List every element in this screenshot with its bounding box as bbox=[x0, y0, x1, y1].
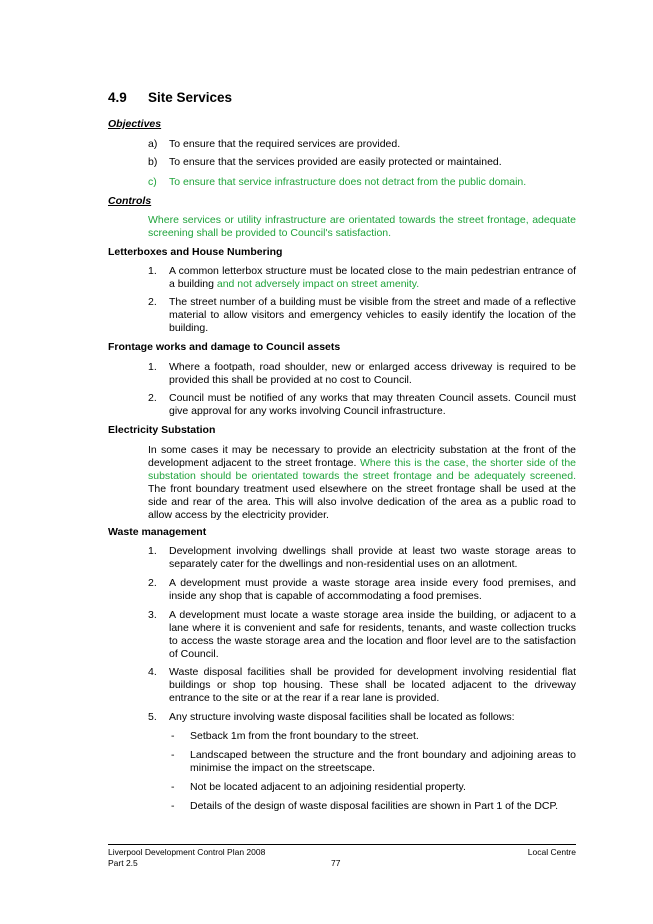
bullet-dash: - bbox=[171, 730, 175, 742]
footer-doc-title: Liverpool Development Control Plan 2008 bbox=[108, 847, 266, 857]
objective-label: b) bbox=[148, 156, 158, 168]
bullet-text: Landscaped between the structure and the front boundary and adjoining areas to minimise the impact on the streetscape. bbox=[190, 749, 576, 774]
footer-section-name: Local Centre bbox=[527, 847, 576, 857]
frontage-label: 1. bbox=[148, 361, 157, 373]
objective-label: a) bbox=[148, 138, 158, 150]
objectives-heading: Objectives bbox=[108, 118, 162, 130]
waste-bullet bbox=[171, 800, 576, 813]
footer-part: Part 2.5 bbox=[108, 858, 138, 868]
frontage-heading: Frontage works and damage to Council assets bbox=[108, 341, 341, 353]
waste-label: 3. bbox=[148, 609, 157, 621]
letterbox-label: 2. bbox=[148, 296, 157, 308]
letterbox-item bbox=[148, 296, 576, 335]
section-heading bbox=[108, 90, 232, 105]
bullet-text: Not be located adjacent to an adjoining residential property. bbox=[190, 781, 466, 793]
bullet-dash: - bbox=[171, 800, 175, 812]
waste-text: Waste disposal facilities shall be provided for development involving residential flat buildings or shop top housing. These shall be located adjacent to the driveway entrance to the site or at the rear if a rear lane is provided. bbox=[169, 666, 576, 704]
waste-item bbox=[148, 609, 576, 661]
letterbox-label: 1. bbox=[148, 265, 157, 277]
frontage-label: 2. bbox=[148, 392, 157, 404]
footer-divider bbox=[108, 844, 576, 845]
controls-heading: Controls bbox=[108, 195, 152, 207]
waste-item bbox=[148, 577, 576, 603]
letterbox-item bbox=[148, 265, 576, 291]
frontage-text: Council must be notified of any works that may threaten Council assets. Council must give approval for any works involving Council infrastructure. bbox=[169, 392, 576, 417]
section-title: Site Services bbox=[148, 90, 233, 105]
objective-text: To ensure that service infrastructure does not detract from the public domain. bbox=[169, 176, 527, 188]
waste-heading: Waste management bbox=[108, 526, 207, 538]
frontage-item bbox=[148, 392, 576, 418]
waste-item bbox=[148, 666, 576, 705]
letterbox-text-highlight: and not adversely impact on street amenity. bbox=[213, 278, 420, 290]
waste-item bbox=[148, 711, 576, 724]
bullet-dash: - bbox=[171, 781, 175, 793]
waste-label: 5. bbox=[148, 711, 157, 723]
waste-bullet bbox=[171, 730, 576, 743]
footer-page-number: 77 bbox=[331, 858, 341, 868]
waste-text: Any structure involving waste disposal facilities shall be located as follows: bbox=[169, 711, 515, 723]
frontage-item bbox=[148, 361, 576, 387]
objective-item bbox=[148, 138, 576, 151]
substation-paragraph bbox=[148, 444, 576, 522]
letterbox-text: The street number of a building must be visible from the street and made of a reflective material to allow visitors and emergency vehicles to easily identify the location of the building. bbox=[169, 296, 576, 334]
letterboxes-heading: Letterboxes and House Numbering bbox=[108, 246, 283, 258]
waste-label: 4. bbox=[148, 666, 157, 678]
substation-text: In some cases it may be necessary to provide an electricity substation at the front of the development adjacent to the street frontage. bbox=[148, 444, 576, 469]
substation-heading: Electricity Substation bbox=[108, 424, 216, 436]
objective-label: c) bbox=[148, 176, 157, 188]
bullet-text: Setback 1m from the front boundary to the street. bbox=[190, 730, 419, 742]
waste-text: A development must locate a waste storage area inside the building, or adjacent to a lane where it is convenient and safe for residents, tenants, and waste collection trucks to access the waste storage area and the location and floor level are to the satisfaction of Council. bbox=[169, 609, 576, 660]
waste-label: 2. bbox=[148, 577, 157, 589]
letterbox-text: A common letterbox structure must be located close to the main pedestrian entrance of a building bbox=[169, 265, 576, 290]
objective-item bbox=[148, 176, 576, 189]
substation-text-highlight: Where this is the case, the shorter side of the substation should be orientated towards the street frontage and be adequately screened. bbox=[148, 457, 577, 482]
controls-intro: Where services or utility infrastructure are orientated towards the street frontage, adequate screening shall be provided to Council's satisfaction. bbox=[148, 214, 576, 239]
waste-bullet bbox=[171, 749, 576, 775]
waste-bullet bbox=[171, 781, 576, 794]
section-number: 4.9 bbox=[108, 90, 127, 105]
waste-text: Development involving dwellings shall provide at least two waste storage areas to separately cater for the dwellings and non-residential uses on an allotment. bbox=[169, 545, 576, 570]
waste-item bbox=[148, 545, 576, 571]
bullet-text: Details of the design of waste disposal facilities are shown in Part 1 of the DCP. bbox=[190, 800, 559, 812]
objective-text: To ensure that the services provided are easily protected or maintained. bbox=[169, 156, 502, 168]
objective-item bbox=[148, 156, 576, 169]
frontage-text: Where a footpath, road shoulder, new or enlarged access driveway is required to be provided this shall be provided at no cost to Council. bbox=[169, 361, 576, 386]
bullet-dash: - bbox=[171, 749, 175, 761]
substation-text-continued: The front boundary treatment used elsewhere on the street frontage shall be used at the side and rear of the area. This will also involve dedication of the area as a public road to allow access by the electricity provider. bbox=[148, 483, 576, 521]
waste-label: 1. bbox=[148, 545, 157, 557]
waste-text: A development must provide a waste storage area inside every food premises, and inside any shop that is capable of accommodating a food premises. bbox=[169, 577, 576, 602]
objective-text: To ensure that the required services are provided. bbox=[169, 138, 401, 150]
